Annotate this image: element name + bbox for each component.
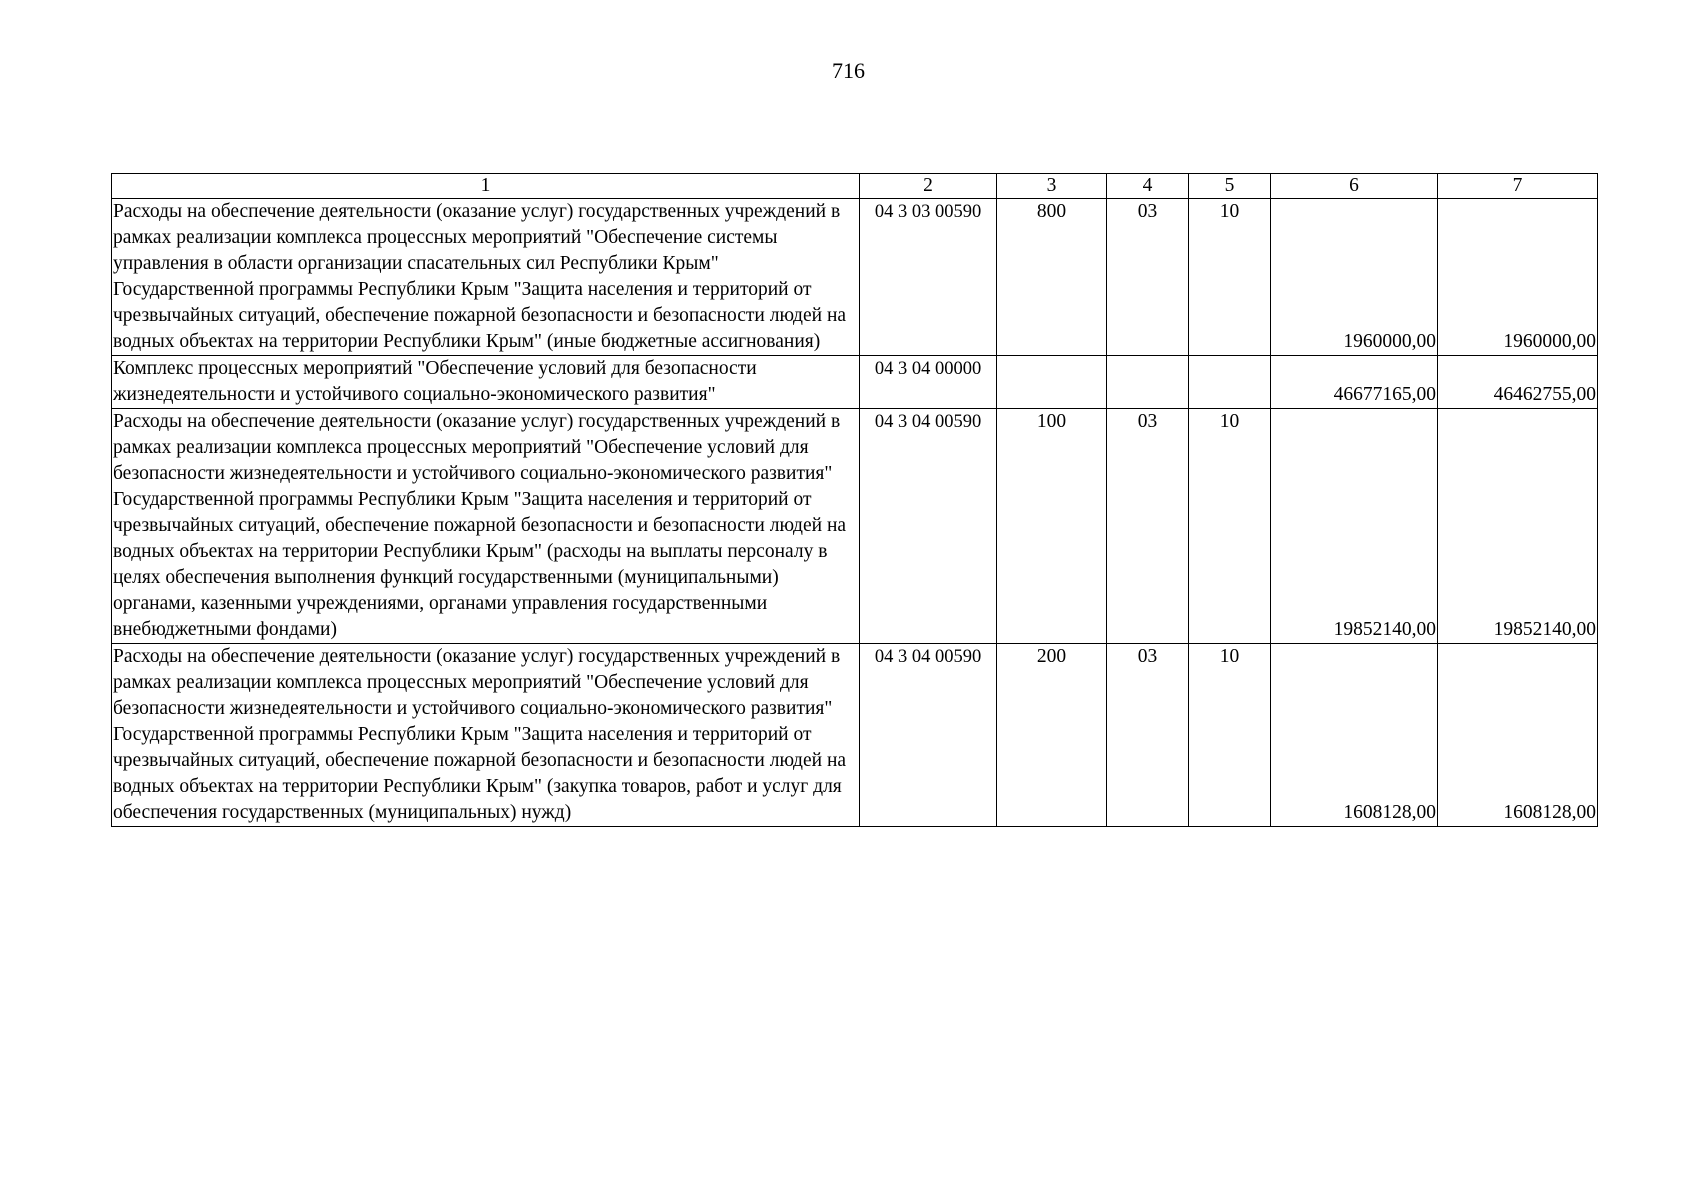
row-col3: 100: [997, 409, 1107, 644]
table-row: [112, 199, 1598, 356]
row-col4: 03: [1107, 644, 1189, 827]
row-col4: [1107, 356, 1189, 409]
row-col4: 03: [1107, 199, 1189, 356]
table-row: [112, 644, 1598, 827]
row-description: Расходы на обеспечение деятельности (оказание услуг) государственных учреждений в рамках реализации комплекса процессных мероприятий "Обеспечение системы управления в области организации спасательных сил Республики Крым" Государственной программы Республики Крым "Защита населения и территорий от чрезвычайных ситуаций, обеспечение пожарной безопасности и безопасности людей на водных объектах на территории Республики Крым" (иные бюджетные ассигнования): [112, 199, 860, 356]
header-cell: 2: [860, 174, 997, 199]
row-col4: 03: [1107, 409, 1189, 644]
page-number: 716: [832, 58, 865, 83]
row-col3: [997, 356, 1107, 409]
header-cell: 5: [1189, 174, 1271, 199]
row-description: Расходы на обеспечение деятельности (оказание услуг) государственных учреждений в рамках реализации комплекса процессных мероприятий "Обеспечение условий для безопасности жизнедеятельности и устойчивого социально-экономического развития" Государственной программы Республики Крым "Защита населения и территорий от чрезвычайных ситуаций, обеспечение пожарной безопасности и безопасности людей на водных объектах на территории Республики Крым" (расходы на выплаты персоналу в целях обеспечения выполнения функций государственными (муниципальными) органами, казенными учреждениями, органами управления государственными внебюджетными фондами): [112, 409, 860, 644]
header-cell: 4: [1107, 174, 1189, 199]
table-row: [112, 356, 1598, 409]
row-col5: 10: [1189, 199, 1271, 356]
header-cell: 6: [1271, 174, 1438, 199]
row-col5: [1189, 356, 1271, 409]
row-amount-6: 46677165,00: [1271, 356, 1438, 409]
table-header-row: [112, 174, 1598, 199]
header-cell: 3: [997, 174, 1107, 199]
row-code: 04 3 03 00590: [860, 199, 997, 356]
row-amount-7: 1608128,00: [1438, 644, 1598, 827]
row-description: Расходы на обеспечение деятельности (оказание услуг) государственных учреждений в рамках реализации комплекса процессных мероприятий "Обеспечение условий для безопасности жизнедеятельности и устойчивого социально-экономического развития" Государственной программы Республики Крым "Защита населения и территорий от чрезвычайных ситуаций, обеспечение пожарной безопасности и безопасности людей на водных объектах на территории Республики Крым" (закупка товаров, работ и услуг для обеспечения государственных (муниципальных) нужд): [112, 644, 860, 827]
header-cell: 7: [1438, 174, 1598, 199]
table-row: [112, 409, 1598, 644]
row-description: Комплекс процессных мероприятий "Обеспечение условий для безопасности жизнедеятельности и устойчивого социально-экономического развития": [112, 356, 860, 409]
row-col3: 800: [997, 199, 1107, 356]
row-code: 04 3 04 00000: [860, 356, 997, 409]
row-code: 04 3 04 00590: [860, 409, 997, 644]
header-cell: 1: [112, 174, 860, 199]
row-amount-6: 19852140,00: [1271, 409, 1438, 644]
budget-table: [111, 173, 1598, 827]
row-col5: 10: [1189, 409, 1271, 644]
row-col5: 10: [1189, 644, 1271, 827]
row-col3: 200: [997, 644, 1107, 827]
row-amount-6: 1960000,00: [1271, 199, 1438, 356]
row-code: 04 3 04 00590: [860, 644, 997, 827]
row-amount-6: 1608128,00: [1271, 644, 1438, 827]
row-amount-7: 46462755,00: [1438, 356, 1598, 409]
row-amount-7: 1960000,00: [1438, 199, 1598, 356]
row-amount-7: 19852140,00: [1438, 409, 1598, 644]
